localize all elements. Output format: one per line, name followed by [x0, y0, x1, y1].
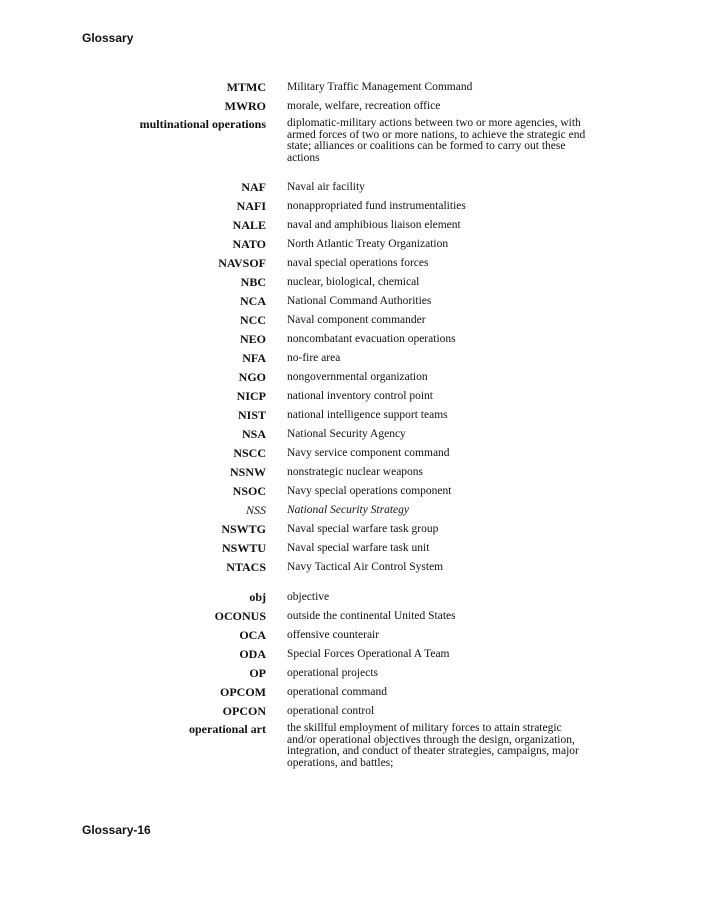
glossary-entry [0, 332, 702, 346]
entry-term: NSCC [233, 446, 266, 460]
entry-definition: objective [287, 591, 330, 603]
entry-definition: national intelligence support teams [287, 409, 448, 421]
entry-term: NAF [241, 180, 266, 194]
entry-term: NSS [245, 503, 266, 517]
entry-definition: Military Traffic Management Command [287, 81, 473, 93]
glossary-entry [0, 370, 702, 384]
entry-definition: Naval air facility [287, 181, 365, 193]
entry-definition: Navy special operations component [287, 485, 452, 497]
glossary-entry [0, 80, 702, 94]
entry-term: OCA [239, 628, 266, 642]
entry-definition: naval special operations forces [287, 257, 429, 269]
entry-term: NSOC [232, 484, 266, 498]
entry-term: NALE [232, 218, 266, 232]
entry-term: NSWTU [221, 541, 266, 555]
entry-term: NICP [236, 389, 266, 403]
glossary-entry [0, 723, 702, 769]
entry-term: NAVSOF [218, 256, 266, 270]
entry-term: NBC [240, 275, 266, 289]
glossary-entry [0, 427, 702, 441]
glossary-entry [0, 351, 702, 365]
glossary-entry [0, 180, 702, 194]
entry-definition: outside the continental United States [287, 610, 456, 622]
glossary-entry [0, 218, 702, 232]
entry-term: NATO [232, 237, 266, 251]
entry-definition: nongovernmental organization [287, 371, 428, 383]
entry-definition: North Atlantic Treaty Organization [287, 238, 449, 250]
glossary-entry [0, 237, 702, 251]
entry-definition: noncombatant evacuation operations [287, 333, 456, 345]
page-footer: Glossary-16 [82, 823, 151, 837]
entry-definition: Special Forces Operational A Team [287, 648, 450, 660]
entry-term: MWRO [224, 99, 266, 113]
glossary-entry [0, 503, 702, 517]
entry-definition: offensive counterair [287, 629, 380, 641]
entry-definition: Naval special warfare task unit [287, 542, 430, 554]
page-header: Glossary [82, 31, 134, 45]
entry-term: NGO [238, 370, 266, 384]
entry-definition: National Security Agency [287, 428, 406, 440]
entry-definition: no-fire area [287, 352, 341, 364]
entry-term: OPCOM [220, 685, 266, 699]
entry-definition: operational control [287, 705, 375, 717]
entry-definition: Naval component commander [287, 314, 426, 326]
glossary-entry [0, 628, 702, 642]
glossary-entry [0, 313, 702, 327]
entry-definition: national inventory control point [287, 390, 433, 402]
entry-term: NEO [239, 332, 266, 346]
entry-definition: morale, welfare, recreation office [287, 100, 441, 112]
entry-definition: the skillful employment of military forces to attain strategic and/or operational objectives through the design, organization, integration, and conduct of theater strategies, campaigns, major operations, and battles; [287, 722, 579, 769]
entry-term: NAFI [236, 199, 266, 213]
glossary-entry [0, 704, 702, 718]
entry-term: ODA [239, 647, 266, 661]
glossary-entry [0, 522, 702, 536]
glossary-list [0, 80, 702, 774]
glossary-entry [0, 408, 702, 422]
glossary-entry [0, 465, 702, 479]
glossary-entry [0, 647, 702, 661]
glossary-entry [0, 666, 702, 680]
entry-term: NTACS [226, 560, 266, 574]
glossary-entry [0, 275, 702, 289]
glossary-entry [0, 685, 702, 699]
entry-term: MTMC [226, 80, 266, 94]
entry-definition: National Command Authorities [287, 295, 432, 307]
glossary-entry [0, 590, 702, 604]
entry-definition: naval and amphibious liaison element [287, 219, 461, 231]
entry-definition: Naval special warfare task group [287, 523, 439, 535]
glossary-entry [0, 541, 702, 555]
glossary-entry [0, 389, 702, 403]
entry-definition: diplomatic-military actions between two or more agencies, with armed forces of two or more nations, to achieve the strategic end state; alliances or coalitions can be formed to carry out these actions [287, 117, 586, 164]
entry-definition: operational command [287, 686, 387, 698]
glossary-entry [0, 609, 702, 623]
entry-term: OCONUS [214, 609, 266, 623]
entry-term: NSA [241, 427, 266, 441]
entry-definition: nuclear, biological, chemical [287, 276, 420, 288]
glossary-entry [0, 118, 702, 164]
entry-definition: nonappropriated fund instrumentalities [287, 200, 466, 212]
entry-term: OPCON [222, 704, 266, 718]
entry-term: NCC [240, 313, 266, 327]
entry-term: NIST [237, 408, 266, 422]
entry-term: NSWTG [221, 522, 266, 536]
entry-term: NSNW [229, 465, 266, 479]
entry-definition: Navy service component command [287, 447, 450, 459]
entry-term: OP [249, 666, 266, 680]
glossary-entry [0, 294, 702, 308]
entry-definition: National Security Strategy [287, 504, 410, 516]
entry-term: obj [249, 590, 266, 604]
entry-term: multinational operations [139, 117, 266, 131]
glossary-entry [0, 446, 702, 460]
glossary-entry [0, 199, 702, 213]
glossary-entry [0, 99, 702, 113]
entry-term: NCA [240, 294, 266, 308]
glossary-entry [0, 484, 702, 498]
glossary-entry [0, 256, 702, 270]
entry-term: operational art [189, 722, 266, 736]
entry-definition: nonstrategic nuclear weapons [287, 466, 424, 478]
glossary-entry [0, 560, 702, 574]
entry-definition: Navy Tactical Air Control System [287, 561, 444, 573]
entry-definition: operational projects [287, 667, 379, 679]
entry-term: NFA [242, 351, 266, 365]
